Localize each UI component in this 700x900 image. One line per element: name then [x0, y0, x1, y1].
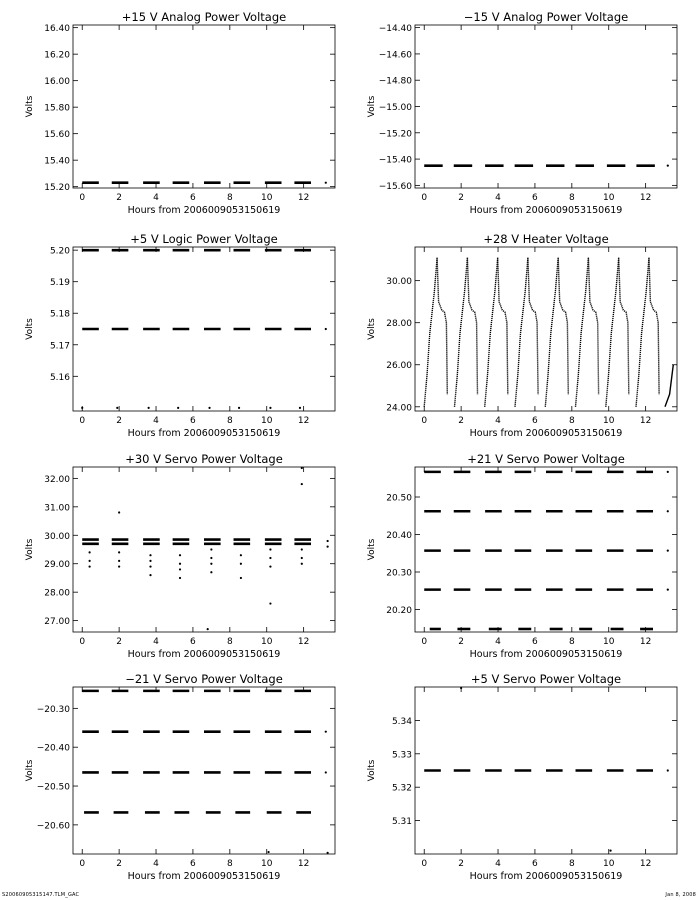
- data-point: [667, 769, 669, 771]
- chart-panel-3: [25, 232, 335, 439]
- data-point: [149, 560, 151, 562]
- y-tick-label: 31.00: [44, 503, 70, 514]
- y-axis-label: Volts: [367, 318, 377, 340]
- data-point: [118, 565, 120, 567]
- y-tick-label: 5.31: [391, 817, 412, 828]
- y-tick-label: −20.50: [36, 782, 70, 793]
- y-axis-label: Volts: [25, 759, 35, 782]
- y-tick-label: 29.00: [44, 560, 70, 571]
- heater-cycle: [545, 258, 568, 407]
- chart-panel-7: [25, 672, 335, 882]
- y-tick-label: −20.40: [36, 743, 70, 754]
- y-tick-label: 16.40: [44, 24, 70, 35]
- chart-panel-4: [367, 232, 677, 439]
- data-point: [667, 589, 669, 591]
- x-tick-label: 6: [532, 416, 538, 426]
- x-tick-label: 8: [226, 416, 233, 426]
- chart-title: +5 V Servo Power Voltage: [470, 672, 622, 686]
- x-axis-label: Hours from 2006009053150619: [469, 428, 623, 439]
- x-tick-label: 12: [297, 637, 310, 647]
- y-tick-label: 15.20: [44, 183, 70, 194]
- data-point: [667, 165, 669, 167]
- y-tick-label: 28.00: [44, 588, 70, 599]
- y-tick-label: −20.60: [36, 821, 70, 832]
- y-tick-label: 20.50: [386, 493, 412, 504]
- data-point: [240, 554, 242, 556]
- data-point: [327, 546, 329, 548]
- x-tick-label: 10: [261, 193, 273, 203]
- x-tick-label: 8: [226, 859, 233, 869]
- y-tick-label: 5.19: [49, 278, 70, 289]
- heater-cycle: [636, 258, 659, 407]
- y-tick-label: 15.60: [44, 130, 70, 141]
- x-tick-label: 8: [226, 637, 233, 647]
- data-point: [460, 687, 462, 689]
- x-tick-label: 8: [568, 193, 575, 203]
- data-point: [240, 563, 242, 565]
- plot-frame: [73, 467, 335, 632]
- x-tick-label: 6: [190, 859, 196, 869]
- x-tick-label: 2: [116, 859, 122, 869]
- y-tick-label: 16.20: [44, 50, 70, 61]
- heater-cycle: [515, 258, 538, 407]
- data-point: [301, 548, 303, 550]
- x-tick-label: 0: [79, 637, 86, 647]
- x-tick-label: 8: [568, 637, 575, 647]
- x-axis-label: Hours from 2006009053150619: [469, 871, 623, 882]
- footer-date-label: Jan 8, 2008: [665, 892, 696, 898]
- heater-end-ramp: [665, 365, 673, 407]
- y-tick-label: 5.32: [391, 783, 412, 794]
- data-point: [301, 563, 303, 565]
- y-tick-label: 16.00: [44, 77, 70, 88]
- y-tick-label: 30.00: [44, 531, 70, 542]
- data-point: [325, 771, 327, 773]
- x-tick-label: 4: [153, 859, 159, 869]
- y-axis-label: Volts: [367, 759, 377, 782]
- data-point: [325, 731, 327, 733]
- x-tick-label: 12: [639, 637, 652, 647]
- plot-frame: [73, 687, 335, 854]
- data-point: [325, 182, 327, 184]
- chart-title: +15 V Analog Power Voltage: [121, 10, 287, 24]
- x-tick-label: 2: [116, 637, 122, 647]
- x-tick-label: 0: [421, 637, 428, 647]
- data-point: [269, 407, 271, 409]
- data-point: [149, 574, 151, 576]
- data-point: [238, 407, 240, 409]
- chart-panel-5: [25, 452, 335, 660]
- plot-frame: [73, 25, 335, 188]
- data-point: [148, 407, 150, 409]
- data-point: [269, 602, 271, 604]
- y-tick-label: 30.00: [386, 277, 412, 288]
- data-point: [325, 328, 327, 330]
- x-tick-label: 0: [421, 416, 428, 426]
- y-tick-label: 15.80: [44, 103, 70, 114]
- x-tick-label: 6: [532, 859, 538, 869]
- chart-panel-1: [25, 10, 335, 216]
- x-tick-label: 12: [297, 416, 310, 426]
- x-tick-label: 12: [639, 859, 652, 869]
- data-point: [149, 554, 151, 556]
- data-point: [267, 851, 269, 853]
- x-tick-label: 4: [153, 637, 159, 647]
- data-point: [667, 510, 669, 512]
- x-tick-label: 4: [495, 416, 501, 426]
- chart-panel-8: [367, 672, 677, 882]
- x-tick-label: 4: [495, 859, 501, 869]
- x-tick-label: 10: [603, 637, 615, 647]
- data-point: [210, 563, 212, 565]
- y-tick-label: 28.00: [386, 319, 412, 330]
- x-tick-label: 10: [603, 193, 615, 203]
- x-tick-label: 12: [297, 859, 310, 869]
- chart-panel-6: [367, 452, 677, 660]
- x-tick-label: 6: [190, 416, 196, 426]
- data-point: [81, 407, 83, 409]
- x-tick-label: 6: [532, 637, 538, 647]
- data-point: [301, 467, 303, 469]
- data-point: [667, 471, 669, 473]
- y-tick-label: 27.00: [44, 617, 70, 628]
- heater-cycle: [424, 258, 447, 407]
- data-point: [118, 551, 120, 553]
- data-point: [327, 852, 329, 854]
- chart-title: −15 V Analog Power Voltage: [463, 10, 629, 24]
- x-tick-label: 8: [568, 859, 575, 869]
- x-axis-label: Hours from 2006009053150619: [127, 649, 281, 660]
- x-tick-label: 2: [458, 637, 464, 647]
- x-tick-label: 0: [421, 859, 428, 869]
- x-tick-label: 2: [458, 193, 464, 203]
- y-tick-label: 15.40: [44, 156, 70, 167]
- y-tick-label: −15.20: [378, 129, 412, 140]
- x-axis-label: Hours from 2006009053150619: [469, 205, 623, 216]
- chart-title: −21 V Servo Power Voltage: [125, 672, 283, 686]
- heater-cycle: [576, 258, 599, 407]
- y-axis-label: Volts: [25, 95, 35, 118]
- x-tick-label: 10: [261, 859, 273, 869]
- y-tick-label: 24.00: [386, 403, 412, 414]
- y-tick-label: 20.20: [386, 606, 412, 616]
- chart-title: +30 V Servo Power Voltage: [125, 452, 283, 466]
- data-point: [299, 407, 301, 409]
- data-point: [327, 540, 329, 542]
- x-tick-label: 12: [639, 416, 652, 426]
- y-tick-label: 5.16: [49, 372, 70, 383]
- x-tick-label: 12: [297, 193, 310, 203]
- chart-title: +28 V Heater Voltage: [483, 232, 609, 246]
- data-point: [177, 407, 179, 409]
- data-point: [609, 850, 611, 852]
- y-tick-label: −20.30: [36, 704, 70, 715]
- heater-cycle: [455, 258, 478, 407]
- data-point: [89, 560, 91, 562]
- x-tick-label: 12: [639, 193, 652, 203]
- chart-panel-2: [367, 10, 677, 216]
- y-tick-label: −15.40: [378, 155, 412, 166]
- x-tick-label: 2: [116, 416, 122, 426]
- x-tick-label: 4: [153, 416, 159, 426]
- x-tick-label: 2: [458, 416, 464, 426]
- data-point: [208, 407, 210, 409]
- y-tick-label: −14.60: [378, 50, 412, 61]
- x-axis-label: Hours from 2006009053150619: [127, 428, 281, 439]
- x-tick-label: 10: [603, 416, 615, 426]
- y-tick-label: 20.30: [386, 568, 412, 579]
- data-point: [179, 554, 181, 556]
- data-point: [269, 548, 271, 550]
- y-tick-label: 5.33: [391, 750, 412, 761]
- y-tick-label: 5.34: [391, 716, 412, 727]
- x-tick-label: 10: [261, 416, 273, 426]
- data-point: [301, 483, 303, 485]
- data-point: [116, 407, 118, 409]
- x-axis-label: Hours from 2006009053150619: [127, 871, 281, 882]
- x-tick-label: 0: [79, 416, 86, 426]
- x-tick-label: 4: [495, 637, 501, 647]
- data-point: [210, 557, 212, 559]
- x-tick-label: 6: [532, 193, 538, 203]
- y-tick-label: 5.20: [49, 246, 70, 257]
- chart-title: +5 V Logic Power Voltage: [130, 232, 278, 246]
- data-point: [207, 628, 209, 630]
- x-tick-label: 0: [79, 193, 86, 203]
- data-point: [179, 568, 181, 570]
- y-tick-label: 20.40: [386, 531, 412, 541]
- x-axis-label: Hours from 2006009053150619: [127, 205, 281, 216]
- heater-cycle: [485, 258, 508, 407]
- x-tick-label: 4: [495, 193, 501, 203]
- y-axis-label: Volts: [367, 95, 377, 118]
- data-point: [179, 577, 181, 579]
- data-point: [667, 550, 669, 552]
- data-point: [179, 563, 181, 565]
- y-tick-label: 32.00: [44, 474, 70, 485]
- x-tick-label: 0: [79, 859, 86, 869]
- data-point: [301, 557, 303, 559]
- x-tick-label: 10: [603, 859, 615, 869]
- data-point: [89, 551, 91, 553]
- x-tick-label: 4: [153, 193, 159, 203]
- y-axis-label: Volts: [367, 538, 377, 561]
- x-tick-label: 8: [568, 416, 575, 426]
- y-tick-label: 5.18: [49, 309, 70, 320]
- x-tick-label: 8: [226, 193, 233, 203]
- x-tick-label: 6: [190, 193, 196, 203]
- data-point: [269, 565, 271, 567]
- x-tick-label: 2: [458, 859, 464, 869]
- y-tick-label: 5.17: [49, 341, 70, 352]
- data-point: [210, 571, 212, 573]
- data-point: [269, 557, 271, 559]
- y-tick-label: 26.00: [386, 361, 412, 372]
- y-axis-label: Volts: [25, 318, 35, 340]
- data-point: [149, 565, 151, 567]
- x-tick-label: 10: [261, 637, 273, 647]
- data-point: [118, 560, 120, 562]
- x-axis-label: Hours from 2006009053150619: [469, 649, 623, 660]
- plot-frame: [415, 25, 677, 188]
- footer-file-label: S20060905315147.TLM_GAC: [2, 892, 80, 898]
- x-tick-label: 2: [116, 193, 122, 203]
- data-point: [240, 577, 242, 579]
- y-axis-label: Volts: [25, 538, 35, 561]
- x-tick-label: 6: [190, 637, 196, 647]
- y-tick-label: −14.80: [378, 76, 412, 87]
- data-point: [118, 511, 120, 513]
- y-tick-label: −14.40: [378, 24, 412, 35]
- heater-cycle: [606, 258, 629, 407]
- chart-title: +21 V Servo Power Voltage: [467, 452, 625, 466]
- y-tick-label: −15.60: [378, 181, 412, 192]
- data-point: [210, 548, 212, 550]
- data-point: [89, 565, 91, 567]
- y-tick-label: −15.00: [378, 103, 412, 113]
- x-tick-label: 0: [421, 193, 428, 203]
